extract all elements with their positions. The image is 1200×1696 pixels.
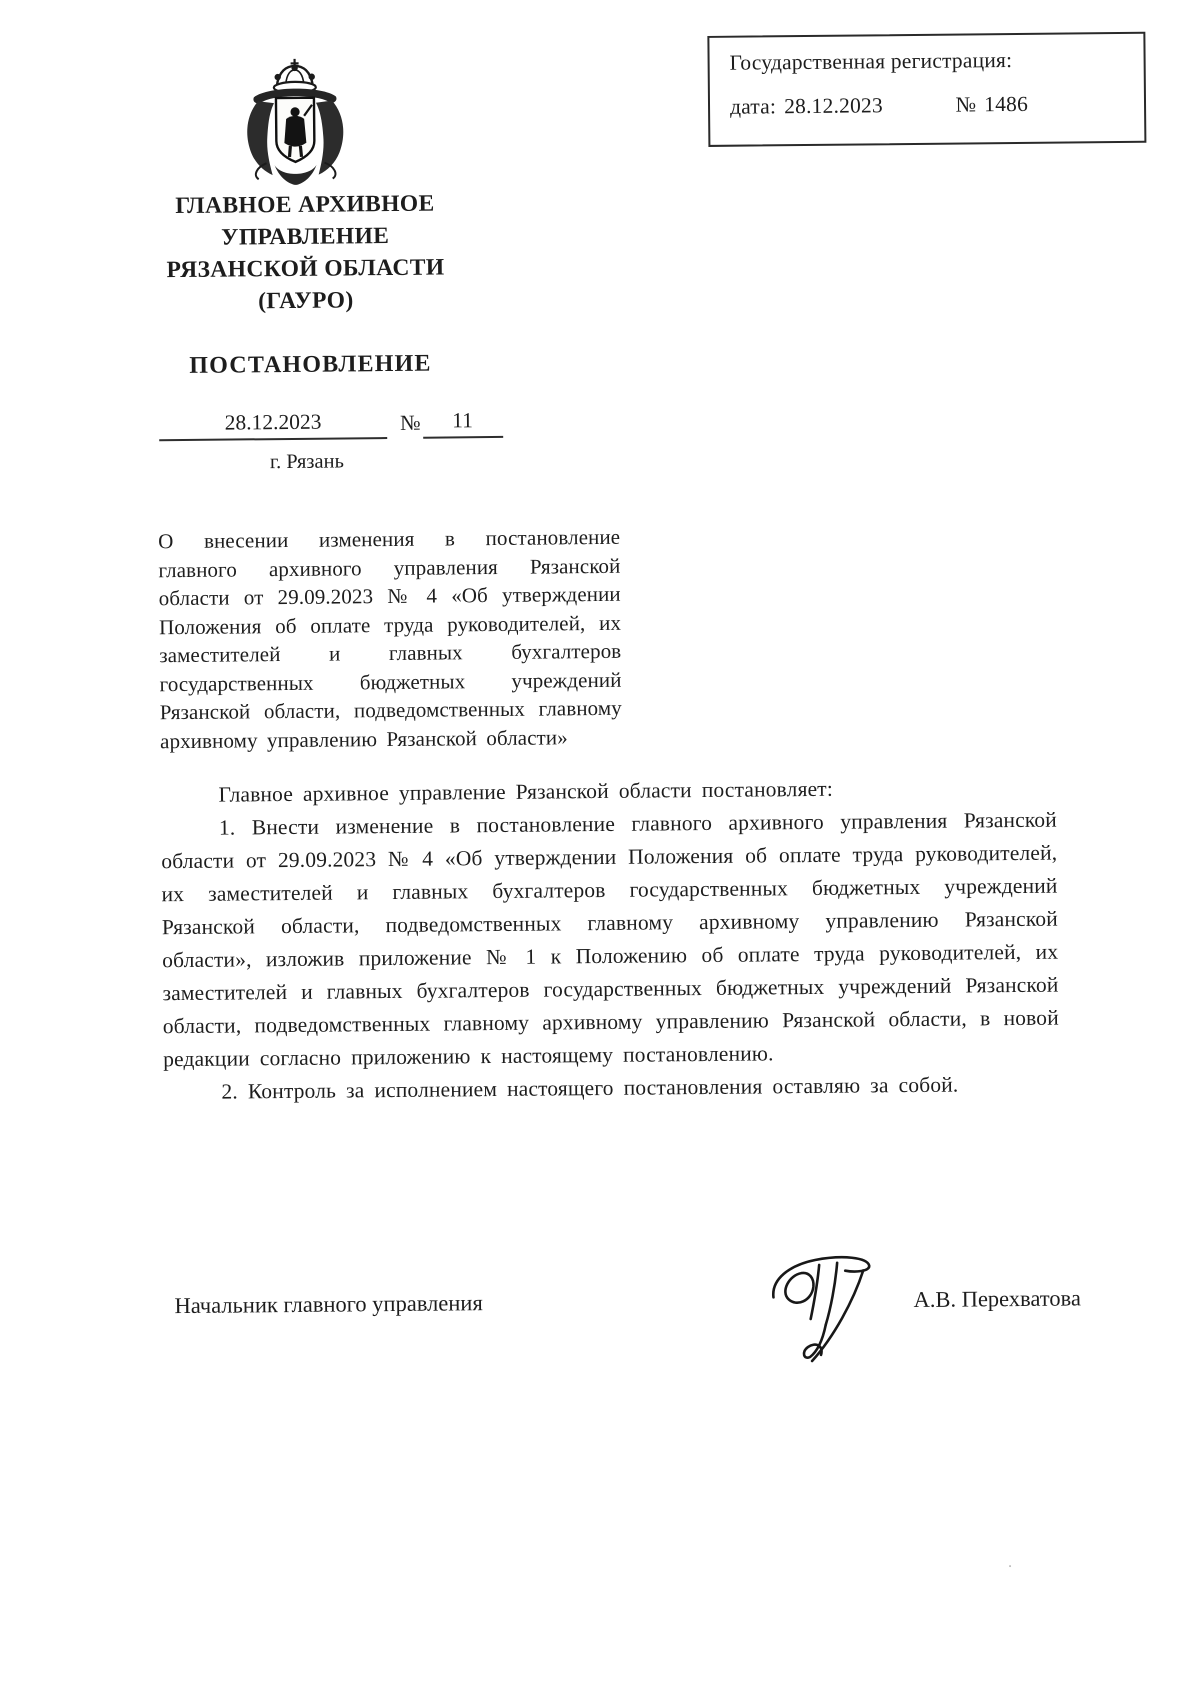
org-name-line: ГЛАВНОЕ АРХИВНОЕ — [175, 190, 435, 220]
registration-title: Государственная регистрация: — [729, 48, 1013, 75]
registration-number-label: № — [955, 92, 977, 117]
registration-details — [730, 91, 1128, 120]
signer-position: Начальник главного управления — [174, 1290, 483, 1319]
document-number: 11 — [422, 408, 502, 439]
registration-date — [730, 93, 883, 119]
signer-name: А.В. Перехватова — [913, 1285, 1082, 1313]
date-number-line — [159, 408, 519, 441]
org-name-line: (ГАУРО) — [258, 287, 354, 315]
document-place: г. Рязань — [269, 450, 344, 474]
registration-stamp-box — [707, 32, 1146, 147]
number-sign: № — [399, 410, 421, 435]
organization-name — [125, 187, 486, 318]
document-body — [160, 771, 1059, 1110]
registration-date-label: дата: — [729, 94, 777, 119]
document-type-title: ПОСТАНОВЛЕНИЕ — [189, 350, 432, 379]
body-paragraph-2: 2. Контроль за исполнением настоящего постановления оставляю за собой. — [221, 1072, 959, 1104]
org-name-line: РЯЗАНСКОЙ ОБЛАСТИ — [166, 254, 445, 284]
registration-number — [955, 92, 1028, 118]
registration-number-value: 1486 — [984, 91, 1029, 117]
registration-date-value: 28.12.2023 — [784, 93, 884, 119]
org-name-line: УПРАВЛЕНИЕ — [221, 223, 390, 251]
coat-of-arms-icon — [236, 56, 355, 187]
scan-speck — [1009, 1565, 1011, 1567]
body-lead-paragraph: Главное архивное управление Рязанской области постановляет: — [218, 776, 834, 807]
signature-icon — [767, 1243, 888, 1364]
body-paragraph-1: 1. Внести изменение в постановление главного архивного управления Рязанской области от 29.09.2023 № 4 «Об утверждении Положения об оплате труда руководителей, их заместителей и главных бухгалтеров государственных бюджетных учреждений Рязанской области, подведомственных главному архивному управлению Рязанской области», изложив приложение № 1 к Положению об оплате труда руководителей, их заместителей и главных бухгалтеров государственных бюджетных учреждений Рязанской области, подведомственных главному архивному управлению Рязанской области, в новой редакции согласно приложению к настоящему постановлению. — [161, 807, 1059, 1072]
document-subject: О внесении изменения в постановление главного архивного управления Рязанской области от 29.09.2023 № 4 «Об утверждении Положения об оплате труда руководителей, их заместителей и главных бухгалтеров государственных бюджетных учреждений Рязанской области, подведомственных главному архивному управлению Рязанской области» — [158, 524, 622, 753]
document-date: 28.12.2023 — [159, 409, 387, 441]
